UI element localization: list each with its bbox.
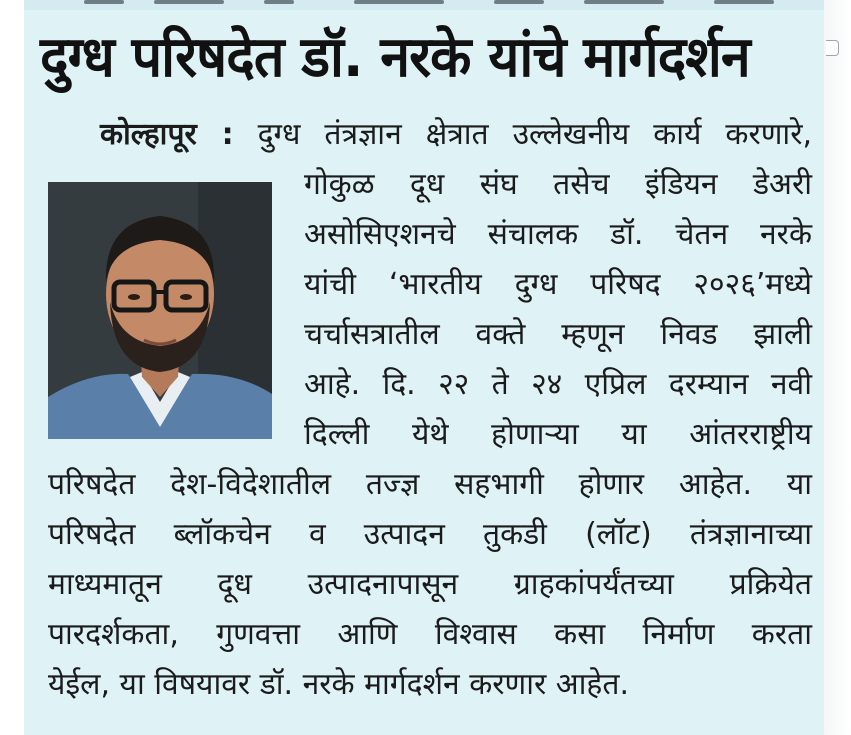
article-line-11: पारदर्शकता, गुणवत्ता आणि विश्वास कसा निर्माण करता [48, 617, 812, 652]
cut-off-previous-text [24, 0, 824, 10]
article-line-9: परिषदेत ब्लॉकचेन व उत्पादन तुकडी (लॉट) तंत्रज्ञानाच्या [48, 517, 812, 552]
article-line-4: यांची ‘भारतीय दुग्ध परिषद २०२६’मध्ये [304, 267, 812, 302]
dateline: कोल्हापूर : [100, 117, 234, 152]
article-line-12: येईल, या विषयावर डॉ. नरके मार्गदर्शन करणार आहेत. [48, 667, 630, 702]
portrait-photo [48, 182, 272, 439]
article-line-5: चर्चासत्रातील वक्ते म्हणून निवड झाली [304, 317, 812, 352]
article-line-2: गोकुळ दूध संघ तसेच इंडियन डेअरी [304, 167, 812, 202]
headline: दुग्ध परिषदेत डॉ. नरके यांचे मार्गदर्शन [40, 25, 750, 90]
article-line-1 [100, 110, 812, 160]
article-line-8: परिषदेत देश-विदेशातील तज्ज्ञ सहभागी होणार आहेत. या [48, 467, 812, 502]
newspaper-clipping [24, 0, 824, 735]
portrait-icon [48, 182, 272, 439]
article-line-10: माध्यमातून दूध उत्पादनापासून ग्राहकांपर्यंतच्या प्रक्रियेत [48, 567, 812, 602]
article-line-7: दिल्ली येथे होणाऱ्या या आंतरराष्ट्रीय [304, 417, 812, 452]
page-edge [824, 0, 851, 735]
page-edge-notch [826, 40, 839, 56]
article-text: दुग्ध तंत्रज्ञान क्षेत्रात उल्लेखनीय कार्य करणारे, [257, 117, 812, 152]
article-line-6: आहे. दि. २२ ते २४ एप्रिल दरम्यान नवी [304, 367, 812, 402]
article-line-3: असोसिएशनचे संचालक डॉ. चेतन नरके [304, 217, 812, 252]
